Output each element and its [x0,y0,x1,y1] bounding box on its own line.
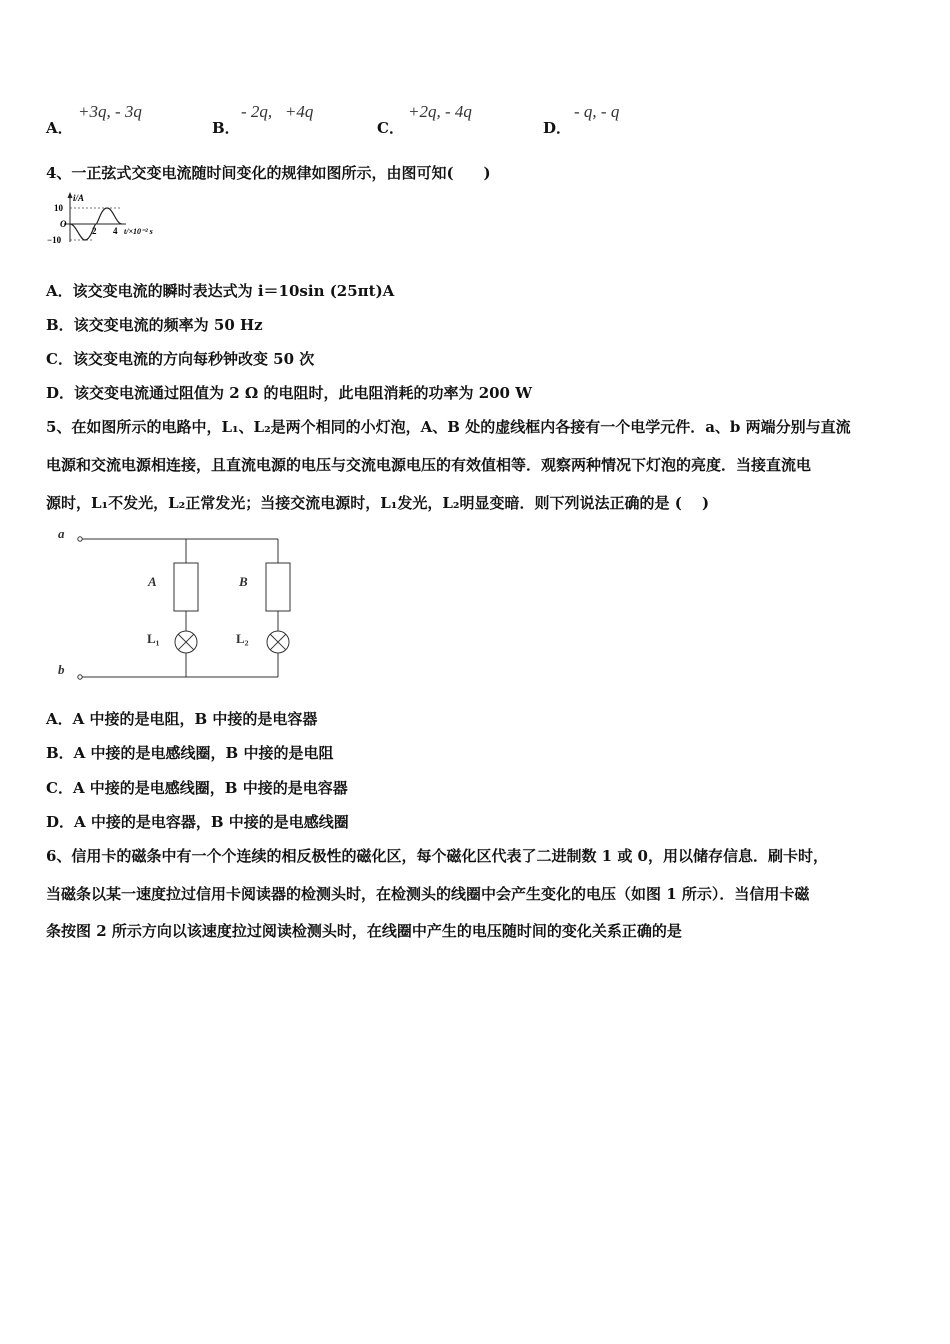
lamp-1-label: L₁ [147,631,160,646]
q6-stem-line1: 6、信用卡的磁条中有一个个连续的相反极性的磁化区，每个磁化区代表了二进制数 1 或 0，用以储存信息．刷卡时， [46,847,828,865]
box-a-label: A [148,574,157,589]
q4-option-c: C．该交变电流的方向每秒钟改变 50 次 [46,350,315,368]
q3-option-b-label: B． [212,119,240,137]
q4-stem: 4、一正弦式交变电流随时间变化的规律如图所示，由图可知( ) [46,164,491,182]
q3-option-c-label: C． [377,119,404,137]
q4-current-graph [44,190,174,248]
q4-graph-tick-2: 2 [92,226,97,236]
q4-graph-tick-4: 4 [113,226,118,236]
q3-option-a-label: A． [46,119,73,137]
q4-graph-tick-neg: −10 [47,235,62,245]
q4-graph-tick-pos: 10 [54,203,63,213]
lamp-2-label: L₂ [236,631,249,646]
q4-option-b: B．该交变电流的频率为 50 Hz [46,316,263,334]
terminal-b-label: b [58,662,65,677]
q5-stem-line2: 电源和交流电源相连接，且直流电源的电压与交流电源电压的有效值相等．观察两种情况下灯泡的亮度．当接直流电 [46,456,812,474]
q6-stem-line3: 条按图 2 所示方向以该速度拉过阅读检测头时，在线圈中产生的电压随时间的变化关系正确的是 [46,922,682,940]
q5-option-d: D．A 中接的是电容器，B 中接的是电感线圈 [46,813,349,831]
q3-option-a-value: +3q, - 3q [78,102,142,121]
q3-option-d-label: D． [543,119,572,137]
terminal-a-label: a [58,526,65,541]
q4-graph-x-label: t/×10⁻² s [124,227,153,236]
q5-stem-line3: 源时，L₁不发光，L₂正常发光；当接交流电源时，L₁发光，L₂明显变暗．则下列说法正确的是 ( ) [46,494,710,512]
q6-stem-line2: 当磁条以某一速度拉过信用卡阅读器的检测头时，在检测头的线圈中会产生变化的电压（如图 1 所示）．当信用卡磁 [46,885,810,903]
q5-option-a: A．A 中接的是电阻，B 中接的是电容器 [46,710,318,728]
q4-option-a: A．该交变电流的瞬时表达式为 i＝10sin (25πt)A [46,282,395,300]
q4-graph-origin: O [60,219,67,229]
q5-option-b: B．A 中接的是电感线圈，B 中接的是电阻 [46,744,334,762]
q3-option-d-value: - q, - q [574,102,620,121]
q3-option-b-value: - 2q, +4q [241,102,314,121]
q5-option-c: C．A 中接的是电感线圈，B 中接的是电容器 [46,779,348,797]
q4-option-d: D．该交变电流通过阻值为 2 Ω 的电阻时，此电阻消耗的功率为 200 W [46,384,533,402]
q5-circuit-diagram [50,522,310,688]
box-b-label: B [239,574,248,589]
q5-stem-line1: 5、在如图所示的电路中，L₁、L₂是两个相同的小灯泡，A、B 处的虚线框内各接有一个电学元件．a、b 两端分别与直流 [46,418,851,436]
q3-option-c-value: +2q, - 4q [408,102,472,121]
q4-graph-y-label: i/A [73,193,85,203]
